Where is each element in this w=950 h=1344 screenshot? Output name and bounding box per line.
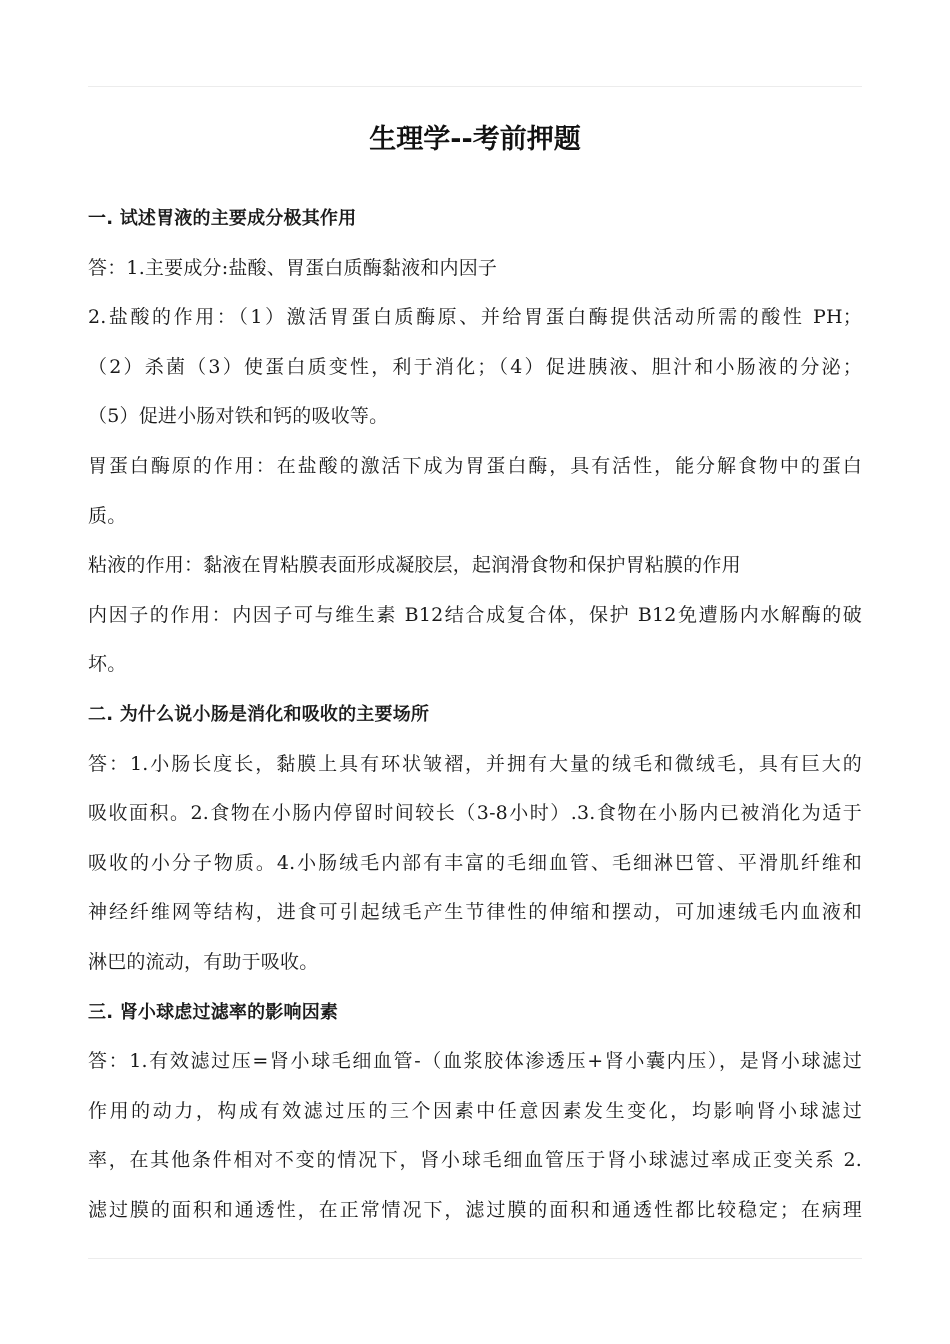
paragraph-line: 质。 [88,504,127,527]
paragraph-line: 胃蛋白酶原的作用：在盐酸的激活下成为胃蛋白酶，具有活性，能分解食物中的蛋白 [88,454,862,477]
paragraph-line: 答：1.小肠长度长，黏膜上具有环状皱褶，并拥有大量的绒毛和微绒毛，具有巨大的 [88,752,862,775]
section-heading: 一. 试述胃液的主要成分极其作用 [88,208,357,229]
paragraph-line: 答：1.主要成分:盐酸、胃蛋白质酶黏液和内因子 [88,256,498,279]
paragraph-line: 内因子的作用：内因子可与维生素 B12结合成复合体，保护 B12免遭肠内水解酶的破 [88,603,862,626]
paragraph-line: 粘液的作用：黏液在胃粘膜表面形成凝胶层，起润滑食物和保护胃粘膜的作用 [88,554,741,577]
paragraph-line: 坏。 [88,653,127,676]
header-rule [88,86,862,87]
paragraph-line: 吸收面积。2.食物在小肠内停留时间较长（3-8小时）.3.食物在小肠内已被消化为适于 [88,802,862,825]
document-body [88,194,862,1235]
section-heading: 三. 肾小球虑过滤率的影响因素 [88,1001,339,1023]
paragraph-line: （5）促进小肠对铁和钙的吸收等。 [88,405,389,428]
page-title: 生理学--考前押题 [369,124,581,155]
paragraph-line: 神经纤维网等结构，进食可引起绒毛产生节律性的伸缩和摆动，可加速绒毛内血液和 [88,901,862,924]
paragraph-line: （2）杀菌（3）使蛋白质变性，利于消化；（4）促进胰液、胆汁和小肠液的分泌； [88,355,862,378]
section-heading: 二. 为什么说小肠是消化和吸收的主要场所 [88,703,430,725]
paragraph-line: 吸收的小分子物质。4.小肠绒毛内部有丰富的毛细血管、毛细淋巴管、平滑肌纤维和 [88,851,862,874]
paragraph-line: 答：1.有效滤过压=肾小球毛细血管-（血浆胶体渗透压+肾小囊内压），是肾小球滤过 [88,1050,862,1073]
footer-rule [88,1258,862,1259]
paragraph-line: 作用的动力，构成有效滤过压的三个因素中任意因素发生变化，均影响肾小球滤过 [88,1099,862,1122]
paragraph-line: 率，在其他条件相对不变的情况下，肾小球毛细血管压于肾小球滤过率成正变关系 2. [88,1149,862,1172]
paragraph-line: 滤过膜的面积和通透性，在正常情况下，滤过膜的面积和通透性都比较稳定；在病理 [88,1198,862,1221]
paragraph-line: 2.盐酸的作用：（1）激活胃蛋白质酶原、并给胃蛋白酶提供活动所需的酸性 PH； [88,306,862,329]
paragraph-line: 淋巴的流动，有助于吸收。 [88,950,319,973]
